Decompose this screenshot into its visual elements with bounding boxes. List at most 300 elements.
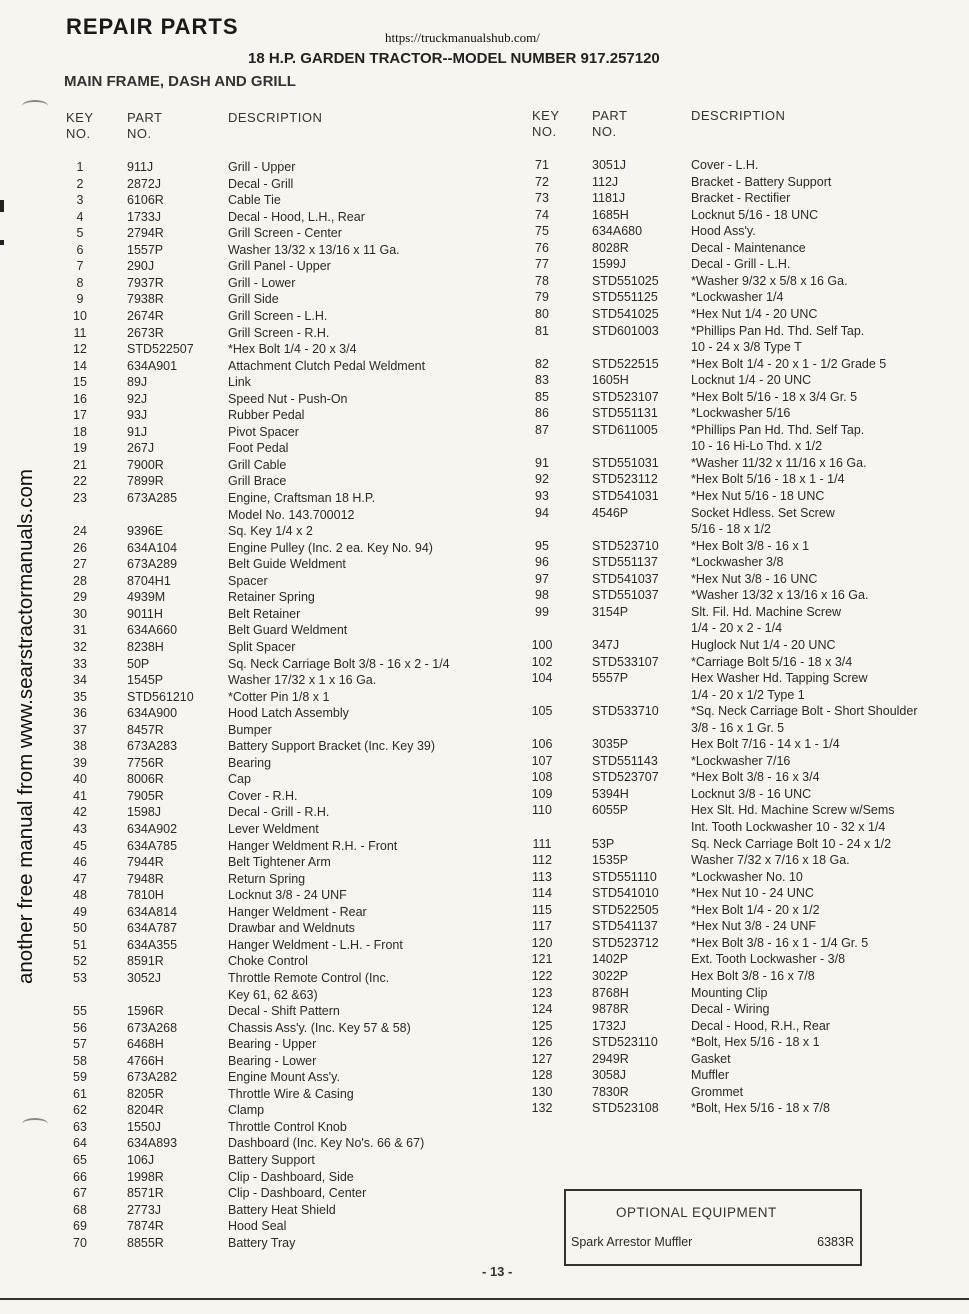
part-number: 8028R [592,240,629,255]
part-number: 2794R [127,226,164,241]
key-number: 66 [73,1169,87,1184]
parts-row [62,1036,522,1052]
description: Decal - Shift Pattern [228,1004,340,1019]
key-number: 2 [76,176,84,191]
key-number: 96 [535,555,549,570]
description: Decal - Hood, R.H., Rear [691,1018,830,1033]
part-number: 634A660 [127,623,178,638]
part-number: 1599J [592,257,627,272]
key-number: 93 [535,489,549,503]
part-number: 1733J [127,209,162,224]
part-number: 2673R [127,325,164,340]
key-number: 48 [73,888,87,903]
key-number: 122 [531,968,553,983]
description: Speed Nut - Push-On [228,391,348,406]
optional-equipment-part: 6383R [817,1235,854,1249]
description: Washer 7/32 x 7/16 x 18 Ga. [691,853,850,868]
parts-row [62,490,522,506]
description: Lever Weldment [228,822,319,836]
part-number: 1605H [592,373,629,388]
key-number: 120 [531,935,553,950]
left-part-header: PART NO. [127,110,163,141]
part-number: 3052J [127,970,162,985]
parts-row [62,1086,522,1102]
parts-row [62,573,522,589]
parts-row [62,953,522,969]
part-number: 1998R [127,1169,164,1184]
key-number: 112 [532,853,552,868]
key-number: 24 [73,524,87,539]
key-number: 125 [531,1018,553,1033]
parts-row [62,159,522,175]
description: Engine Mount Ass'y. [228,1070,340,1085]
part-number: STD551037 [592,588,659,603]
part-number: STD551143 [592,753,658,768]
part-number: STD523112 [592,472,658,487]
key-number: 47 [73,871,87,886]
key-number: 61 [73,1086,87,1101]
description: Hanger Weldment R.H. - Front [228,838,398,853]
parts-row [525,654,965,670]
parts-row [62,606,522,622]
key-number: 12 [73,342,87,357]
description: Grill Panel - Upper [228,259,331,274]
description: Washer 13/32 x 13/16 x 11 Ga. [228,242,400,257]
right-description-header: DESCRIPTION [691,108,786,123]
description: Bearing - Lower [228,1053,317,1068]
parts-row [525,1100,965,1116]
description: Belt Retainer [228,606,301,621]
description: *Hex Bolt 1/4 - 20 x 1/2 [691,902,820,917]
key-number: 65 [73,1153,87,1167]
description: *Hex Nut 10 - 24 UNC [691,886,814,901]
description: *Hex Nut 3/8 - 16 UNC [691,571,818,586]
parts-row [525,323,965,339]
description: Locknut 1/4 - 20 UNC [691,373,812,388]
description: Chassis Ass'y. (Inc. Key 57 & 58) [228,1020,411,1035]
part-number: 673A268 [127,1020,178,1035]
parts-row [62,225,522,241]
part-number: 1181J [592,191,626,206]
parts-row [62,457,522,473]
description: Engine, Craftsman 18 H.P. [228,491,376,505]
parts-row [62,473,522,489]
description: Hood Seal [228,1219,287,1234]
part-number: STD541031 [592,489,659,503]
description: Mounting Clip [691,985,768,1000]
parts-row [62,258,522,274]
part-number: 2949R [592,1051,629,1066]
description: *Washer 13/32 x 13/16 x 16 Ga. [691,588,869,603]
parts-row [525,1084,965,1100]
description: *Washer 9/32 x 5/8 x 16 Ga. [691,273,848,288]
description: Hex Bolt 3/8 - 16 x 7/8 [691,968,815,983]
key-number: 46 [73,855,87,870]
key-number: 31 [73,623,87,638]
description: Throttle Remote Control (Inc. [228,970,390,985]
part-number: 7938R [127,292,164,307]
parts-row [62,1202,522,1218]
key-number: 34 [73,673,87,688]
description: Belt Guard Weldment [228,623,348,638]
description: Model No. 143.700012 [228,507,355,522]
description: *Hex Bolt 5/16 - 18 x 1 - 1/4 [691,472,845,487]
part-number: 7899R [127,474,164,489]
part-number: 634A814 [127,904,178,919]
key-number: 102 [531,654,553,669]
part-number: STD551110 [592,869,657,884]
description: Rubber Pedal [228,408,305,423]
description: Hanger Weldment - Rear [228,904,367,919]
parts-row [525,471,965,487]
description: Hex Bolt 7/16 - 14 x 1 - 1/4 [691,737,840,752]
description: Grill - Lower [228,275,296,290]
description: Grill Screen - L.H. [228,308,328,323]
parts-row [62,854,522,870]
key-number: 21 [73,457,87,472]
key-number: 110 [532,803,552,818]
part-number: 8238H [127,639,164,654]
parts-row [62,1069,522,1085]
key-number: 95 [535,538,549,553]
parts-row [62,176,522,192]
part-number: 3022P [592,968,629,983]
description: Clip - Dashboard, Center [228,1186,367,1201]
description: 5/16 - 18 x 1/2 [691,522,771,537]
section-heading: MAIN FRAME, DASH AND GRILL [64,73,296,90]
key-number: 106 [531,737,553,752]
key-number: 121 [531,952,553,967]
key-number: 109 [531,786,553,801]
part-number: 347J [592,637,620,652]
parts-row [62,788,522,804]
part-number: 7810H [127,888,164,903]
part-number: STD541137 [592,919,658,934]
page-title: REPAIR PARTS [66,14,239,39]
key-number: 63 [73,1119,87,1134]
description: Grill Cable [228,457,287,472]
parts-row [62,275,522,291]
key-number: 107 [531,753,553,768]
description: *Lockwasher 7/16 [691,753,791,768]
description: *Lockwasher 1/4 [691,290,784,305]
parts-row [525,405,965,421]
key-number: 38 [73,739,87,754]
description: *Hex Bolt 3/8 - 16 x 1 - 1/4 Gr. 5 [691,935,869,950]
description: Sq. Neck Carriage Bolt 3/8 - 16 x 2 - 1/4 [228,656,450,671]
parts-row [525,256,965,272]
parts-row [525,488,965,504]
parts-row [62,656,522,672]
parts-row [62,705,522,721]
parts-row [525,190,965,206]
part-number: STD522515 [592,356,659,371]
part-number: 89J [127,375,148,390]
punch-hole-top [22,100,48,112]
parts-row [525,174,965,190]
parts-row [525,571,965,587]
parts-row [62,1102,522,1118]
part-number: 8006R [127,772,164,787]
part-number: STD523110 [592,1035,658,1050]
description: *Hex Bolt 3/8 - 16 x 1 [691,538,810,553]
description: *Bolt, Hex 5/16 - 18 x 7/8 [691,1101,830,1116]
description: Huglock Nut 1/4 - 20 UNC [691,637,836,652]
parts-row [525,736,965,752]
parts-row [525,769,965,785]
key-number: 10 [73,308,87,323]
part-number: 6055P [592,803,629,818]
key-number: 42 [73,805,87,820]
part-number: STD523707 [592,770,659,785]
parts-row [525,1051,965,1067]
description: Belt Tightener Arm [228,855,331,870]
key-number: 117 [532,919,552,934]
key-number: 9 [76,292,84,307]
description: Hanger Weldment - L.H. - Front [228,937,403,952]
key-number: 53 [73,970,87,985]
description: Clip - Dashboard, Side [228,1169,354,1184]
key-number: 58 [73,1053,87,1068]
part-number: 8704H1 [127,573,171,588]
key-number: 1 [76,160,84,174]
key-number: 85 [535,389,549,404]
parts-row [525,1034,965,1050]
part-number: 634A893 [127,1136,178,1151]
parts-row [525,223,965,239]
key-number: 35 [73,689,87,704]
description: Sq. Neck Carriage Bolt 10 - 24 x 1/2 [691,836,892,851]
parts-row [62,1185,522,1201]
description: Battery Tray [228,1235,296,1250]
parts-row [62,1218,522,1234]
parts-row [525,951,965,967]
part-number: 2674R [127,308,164,323]
parts-row [62,904,522,920]
key-number: 59 [73,1070,87,1085]
description: Link [228,375,251,390]
part-number: 6468H [127,1037,164,1052]
description: 10 - 24 x 3/8 Type T [691,340,802,355]
description: *Hex Nut 5/16 - 18 UNC [691,489,825,503]
key-number: 71 [535,158,549,172]
part-number: 50P [127,656,150,671]
parts-row [525,554,965,570]
parts-row [525,604,965,620]
parts-row [525,753,965,769]
part-number: 106J [127,1153,155,1167]
parts-row [62,771,522,787]
part-number: 8855R [127,1235,164,1250]
key-number: 15 [73,375,87,390]
parts-row [62,689,522,705]
optional-equipment-box [564,1189,862,1266]
parts-row [62,970,522,986]
parts-row [62,424,522,440]
description: *Hex Nut 3/8 - 24 UNF [691,919,817,934]
part-number: 9878R [592,1002,629,1017]
part-number: STD551031 [592,455,659,470]
parts-row [525,587,965,603]
edge-mark [0,200,4,212]
parts-row [525,1001,965,1017]
description: Attachment Clutch Pedal Weldment [228,358,426,373]
key-number: 67 [73,1186,87,1201]
description: *Washer 11/32 x 11/16 x 16 Ga. [691,455,867,470]
description: *Cotter Pin 1/8 x 1 [228,689,330,704]
part-number: STD522507 [127,342,194,357]
part-number: 634A900 [127,706,178,721]
description: Grill Screen - R.H. [228,325,330,340]
parts-row [62,1053,522,1069]
key-number: 45 [73,838,87,853]
description: *Hex Bolt 1/4 - 20 x 3/4 [228,342,357,357]
description: Socket Hdless. Set Screw [691,505,835,520]
right-part-header: PART NO. [592,108,628,139]
part-number: 92J [127,391,148,406]
part-number: STD541037 [592,571,659,586]
key-number: 68 [73,1202,87,1217]
key-number: 105 [531,704,553,719]
key-number: 40 [73,772,87,787]
parts-row [62,987,522,1003]
parts-row [525,902,965,918]
parts-row [525,885,965,901]
description: *Hex Nut 1/4 - 20 UNC [691,306,818,321]
source-url[interactable]: https://truckmanualshub.com/ [385,30,540,45]
parts-row [62,1152,522,1168]
part-number: 4766H [127,1053,164,1068]
optional-equipment-name: Spark Arrestor Muffler [571,1235,693,1249]
edge-mark [0,1298,969,1300]
parts-row [62,341,522,357]
parts-row [525,240,965,256]
parts-row [62,358,522,374]
key-number: 78 [535,273,549,288]
parts-row [62,291,522,307]
key-number: 62 [73,1103,87,1118]
description: Bearing [228,755,272,770]
description: *Phillips Pan Hd. Thd. Self Tap. [691,323,865,338]
description: Split Spacer [228,639,296,654]
description: Grill Brace [228,474,287,489]
part-number: STD523107 [592,389,659,404]
key-number: 124 [531,1002,553,1017]
key-number: 11 [73,325,87,340]
parts-row [525,918,965,934]
part-number: 91J [127,424,148,439]
description: Foot Pedal [228,441,289,456]
parts-row [62,1169,522,1185]
part-number: 911J [127,160,154,174]
description: Choke Control [228,954,308,969]
part-number: STD561210 [127,689,194,704]
parts-row [525,207,965,223]
description: Battery Support [228,1153,315,1167]
key-number: 57 [73,1037,87,1052]
description: *Bolt, Hex 5/16 - 18 x 1 [691,1035,820,1050]
part-number: 7756R [127,755,164,770]
key-number: 50 [73,921,87,936]
description: Decal - Grill [228,176,294,191]
parts-row [525,852,965,868]
key-number: 99 [535,604,549,619]
key-number: 132 [531,1101,553,1116]
part-number: 634A104 [127,540,178,555]
parts-row [525,935,965,951]
description: Spacer [228,573,268,588]
parts-row [62,556,522,572]
key-number: 52 [73,954,87,969]
key-number: 79 [535,290,549,305]
parts-row [525,720,965,736]
parts-row [525,687,965,703]
parts-row [62,507,522,523]
description: Grill - Upper [228,160,296,174]
parts-row [525,836,965,852]
key-number: 55 [73,1004,87,1019]
description: Bumper [228,722,272,737]
key-number: 19 [73,441,87,456]
description: Bearing - Upper [228,1037,317,1052]
part-number: 2773J [127,1202,162,1217]
key-number: 8 [76,275,84,290]
part-number: STD551125 [592,290,658,305]
optional-equipment-title: OPTIONAL EQUIPMENT [616,1205,777,1220]
part-number: STD551131 [592,406,658,421]
key-number: 73 [535,191,549,206]
description: Throttle Control Knob [228,1119,347,1134]
part-number: 93J [127,408,148,423]
side-watermark: another free manual from www.searstractormanuals.com [14,469,37,984]
key-number: 123 [531,985,553,1000]
parts-row [525,157,965,173]
key-number: 80 [535,306,549,321]
key-number: 82 [535,356,549,371]
part-number: STD533107 [592,654,659,669]
part-number: STD522505 [592,902,659,917]
key-number: 33 [73,656,87,671]
description: *Hex Bolt 5/16 - 18 x 3/4 Gr. 5 [691,389,858,404]
description: *Lockwasher 3/8 [691,555,784,570]
key-number: 6 [76,242,84,257]
key-number: 56 [73,1020,87,1035]
description: Washer 17/32 x 1 x 16 Ga. [228,673,377,688]
key-number: 111 [532,836,552,851]
description: Key 61, 62 &63) [228,987,318,1002]
description: Drawbar and Weldnuts [228,921,355,936]
parts-row [525,538,965,554]
parts-row [525,389,965,405]
parts-row [525,289,965,305]
parts-row [525,1067,965,1083]
part-number: 8591R [127,954,164,969]
part-number: 3154P [592,604,629,619]
key-number: 94 [535,505,549,520]
parts-row [62,821,522,837]
description: Cover - L.H. [691,158,759,172]
key-number: 70 [73,1235,87,1250]
description: Hex Slt. Hd. Machine Screw w/Sems [691,803,895,818]
parts-row [62,887,522,903]
description: 10 - 16 Hi-Lo Thd. x 1/2 [691,439,823,454]
parts-row [62,374,522,390]
part-number: 5557P [592,671,629,686]
description: Retainer Spring [228,590,315,605]
part-number: 634A902 [127,822,178,836]
part-number: 634A355 [127,937,178,952]
part-number: 634A901 [127,358,178,373]
